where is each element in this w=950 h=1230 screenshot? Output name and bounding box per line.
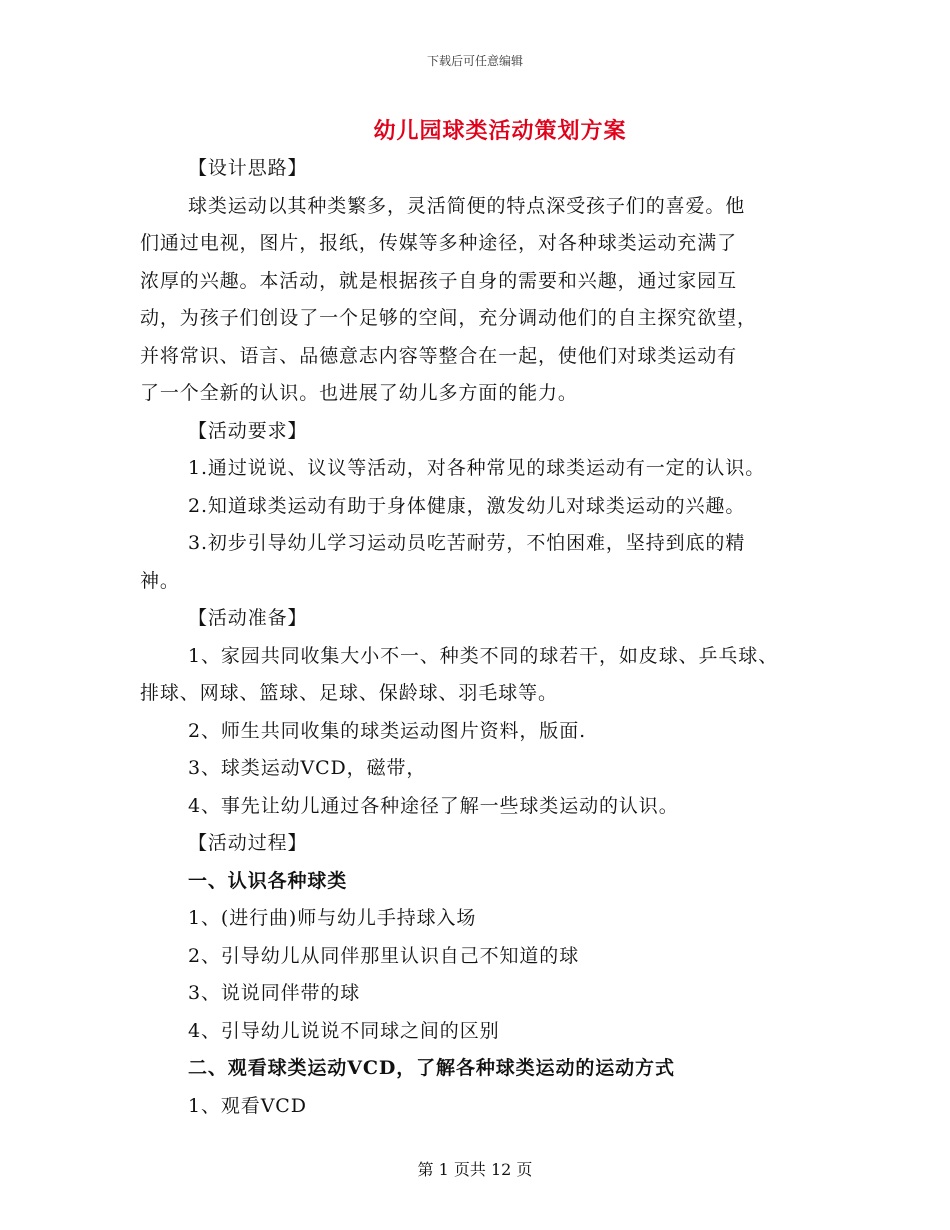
body-line: 动，为孩子们创设了一个足够的空间，充分调动他们的自主探究欲望， <box>140 307 757 329</box>
body-line: 【活动过程】 <box>188 832 308 854</box>
body-line: 1、家园共同收集大小不一、种类不同的球若干，如皮球、乒乓球、 <box>188 644 779 667</box>
page-indicator: 第 1 页共 12 页 <box>417 1160 533 1179</box>
body-line: 【活动要求】 <box>188 419 308 442</box>
body-line: 4、事先让幼儿通过各种途径了解一些球类运动的认识。 <box>188 794 679 817</box>
body-line: 【设计思路】 <box>188 157 308 179</box>
body-line: 2、引导幼儿从同伴那里认识自己不知道的球 <box>188 944 580 967</box>
section-heading: 一、认识各种球类 <box>188 869 348 892</box>
body-line: 3、说说同伴带的球 <box>188 982 361 1004</box>
section-heading: 二、观看球类运动VCD，了解各种球类运动的运动方式 <box>188 1057 675 1079</box>
body-line: 2.知道球类运动有助于身体健康，激发幼儿对球类运动的兴趣。 <box>188 494 746 517</box>
body-line: 3.初步引导幼儿学习运动员吃苦耐劳，不怕困难，坚持到底的精 <box>188 532 746 554</box>
body-line: 2、师生共同收集的球类运动图片资料，版面. <box>188 719 587 742</box>
body-line: 球类运动以其种类繁多，灵活简便的特点深受孩子们的喜爱。他 <box>188 194 746 217</box>
body-line: 1、观看VCD <box>188 1094 307 1117</box>
body-line: 4、引导幼儿说说不同球之间的区别 <box>188 1019 500 1042</box>
body-line: 排球、网球、篮球、足球、保龄球、羽毛球等。 <box>140 682 558 704</box>
body-line: 了一个全新的认识。也进展了幼儿多方面的能力。 <box>140 382 578 404</box>
body-line: 浓厚的兴趣。本活动，就是根据孩子自身的需要和兴趣，通过家园互 <box>140 269 738 292</box>
body-line: 1、(进行曲)师与幼儿手持球入场 <box>188 907 477 929</box>
document-body <box>140 150 830 1125</box>
body-line: 们通过电视，图片，报纸，传媒等多种途径，对各种球类运动充满了 <box>140 232 738 254</box>
body-line: 【活动准备】 <box>188 607 308 629</box>
header-note: 下载后可任意编辑 <box>426 54 523 68</box>
body-line: 1.通过说说、议议等活动，对各种常见的球类运动有一定的认识。 <box>188 457 766 479</box>
body-line: 神。 <box>140 569 180 592</box>
body-line: 并将常识、语言、品德意志内容等整合在一起，使他们对球类运动有 <box>140 344 738 367</box>
body-line: 3、球类运动VCD，磁带， <box>188 757 427 779</box>
document-title: 幼儿园球类活动策划方案 <box>373 118 627 144</box>
